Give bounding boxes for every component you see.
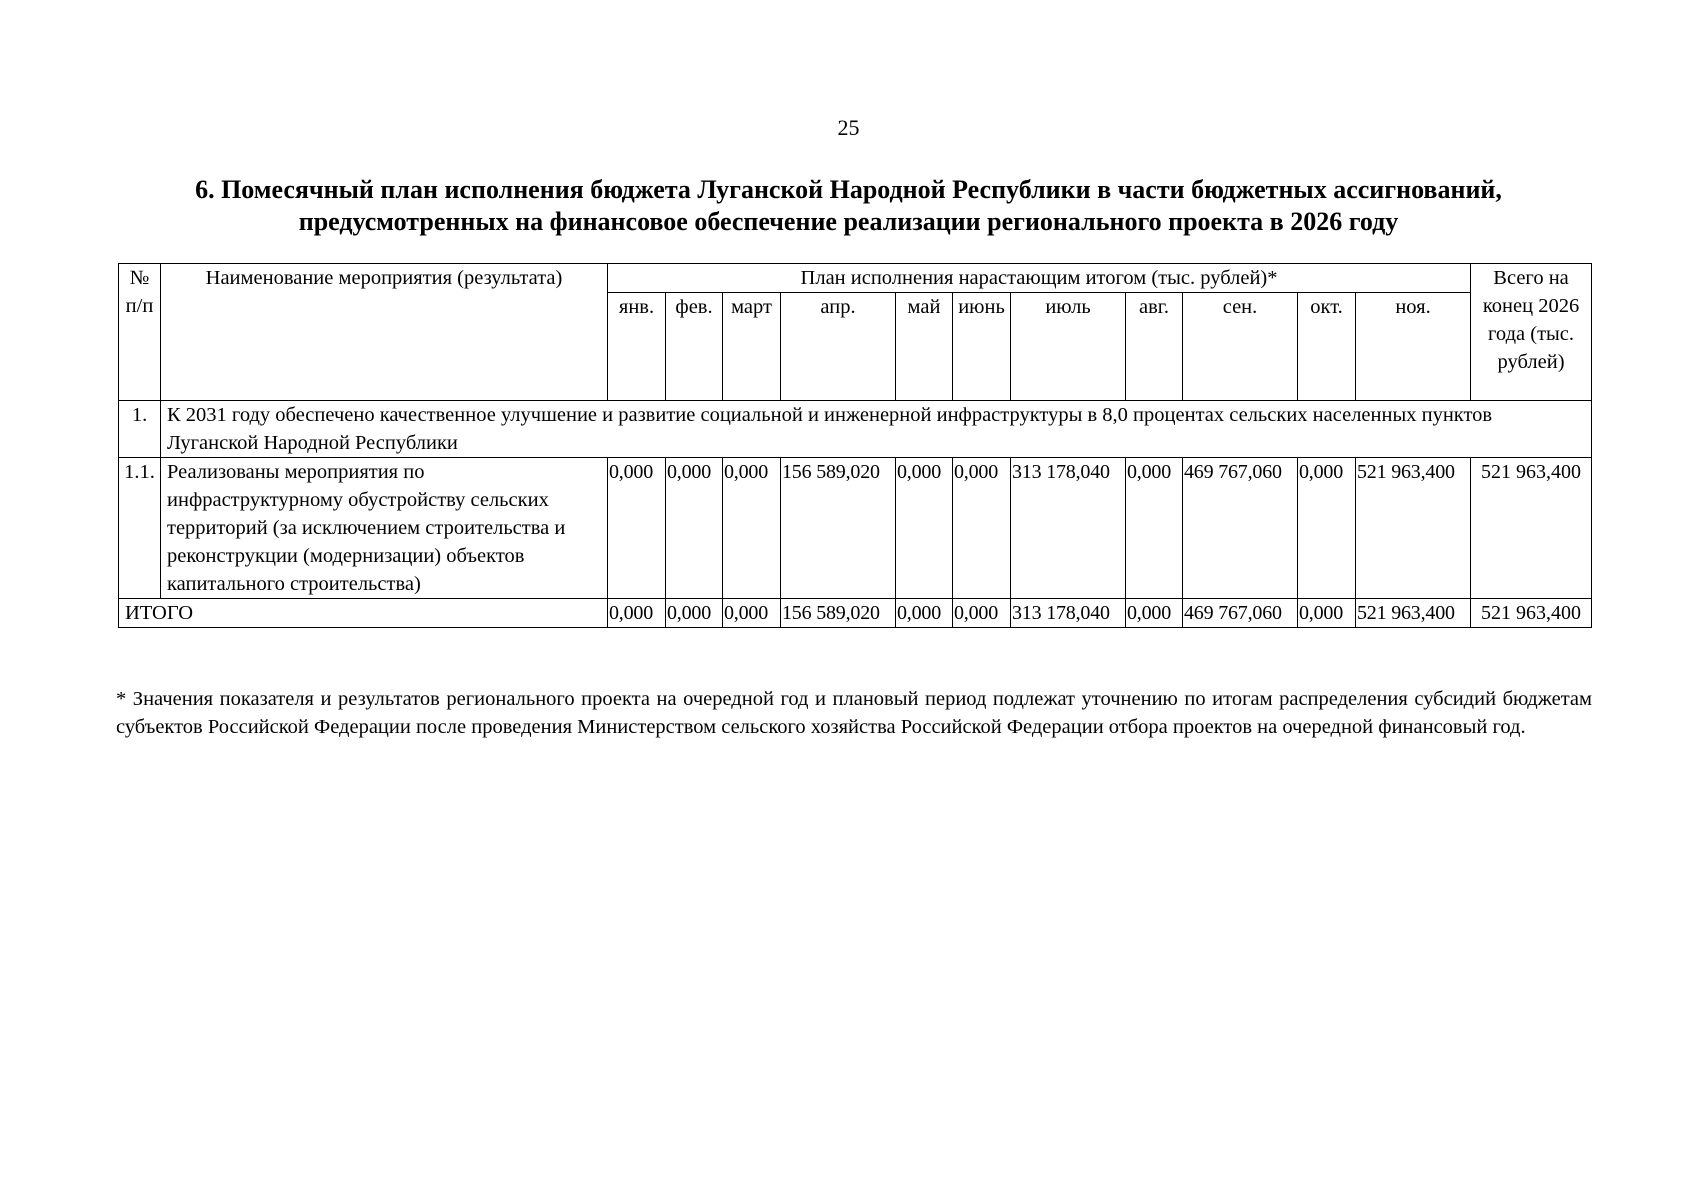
row-value: 313 178,040	[1011, 458, 1126, 599]
itogo-value: 0,000	[896, 599, 953, 628]
itogo-value: 313 178,040	[1011, 599, 1126, 628]
row-total: 521 963,400	[1471, 458, 1592, 599]
header-month: янв.	[608, 293, 666, 401]
row-value: 0,000	[1298, 458, 1356, 599]
row-value: 469 767,060	[1183, 458, 1298, 599]
footnote: * Значения показателя и результатов регионального проекта на очередной год и плановый период подлежат уточнению по итогам распределения субсидий бюджетам субъектов Российской Федерации после проведения Министерством сельского хозяйства Российской Федерации отбора проектов на очередной финансовый год.	[116, 688, 1592, 738]
row-value: 0,000	[608, 458, 666, 599]
itogo-total: 521 963,400	[1471, 599, 1592, 628]
header-month: ноя.	[1356, 293, 1471, 401]
itogo-row	[119, 599, 1592, 628]
title-line-2: предусмотренных на финансовое обеспечение реализации регионального проекта в 2026 году	[298, 207, 1399, 236]
itogo-value: 0,000	[723, 599, 781, 628]
header-row-1	[119, 264, 1592, 293]
header-name: Наименование мероприятия (результата)	[161, 264, 608, 401]
page-number: 25	[837, 115, 860, 140]
header-month: июнь	[953, 293, 1011, 401]
header-total: Всего на конец 2026 года (тыс. рублей)	[1471, 264, 1592, 401]
table-row	[119, 458, 1592, 599]
header-month: июль	[1011, 293, 1126, 401]
section-row	[119, 401, 1592, 458]
itogo-value: 521 963,400	[1356, 599, 1471, 628]
header-month: авг.	[1126, 293, 1183, 401]
itogo-value: 0,000	[1126, 599, 1183, 628]
itogo-value: 0,000	[666, 599, 723, 628]
section-text: К 2031 году обеспечено качественное улучшение и развитие социальной и инженерной инфраструктуры в 8,0 процентах сельских населенных пунктов Луганской Народной Республики	[161, 401, 1592, 458]
itogo-label: ИТОГО	[119, 599, 608, 628]
itogo-value: 469 767,060	[1183, 599, 1298, 628]
budget-plan-table	[118, 263, 1592, 628]
header-plan: План исполнения нарастающим итогом (тыс. рублей)*	[608, 264, 1471, 293]
row-value: 0,000	[896, 458, 953, 599]
row-value: 0,000	[1126, 458, 1183, 599]
document-title	[100, 174, 1597, 238]
header-month: окт.	[1298, 293, 1356, 401]
itogo-value: 0,000	[608, 599, 666, 628]
title-line-1: 6. Помесячный план исполнения бюджета Луганской Народной Республики в части бюджетных ассигнований,	[195, 175, 1502, 204]
section-num: 1.	[119, 401, 161, 458]
header-month: фев.	[666, 293, 723, 401]
row-value: 156 589,020	[781, 458, 896, 599]
itogo-value: 0,000	[1298, 599, 1356, 628]
row-value: 0,000	[723, 458, 781, 599]
header-num: № п/п	[119, 264, 161, 401]
header-month: март	[723, 293, 781, 401]
row-value: 0,000	[666, 458, 723, 599]
header-month: сен.	[1183, 293, 1298, 401]
header-month: апр.	[781, 293, 896, 401]
header-month: май	[896, 293, 953, 401]
row-value: 0,000	[953, 458, 1011, 599]
itogo-value: 156 589,020	[781, 599, 896, 628]
row-num: 1.1.	[119, 458, 161, 599]
row-name: Реализованы мероприятия по инфраструктурному обустройству сельских территорий (за исключением строительства и реконструкции (модернизации) объектов капитального строительства)	[161, 458, 608, 599]
row-value: 521 963,400	[1356, 458, 1471, 599]
itogo-value: 0,000	[953, 599, 1011, 628]
